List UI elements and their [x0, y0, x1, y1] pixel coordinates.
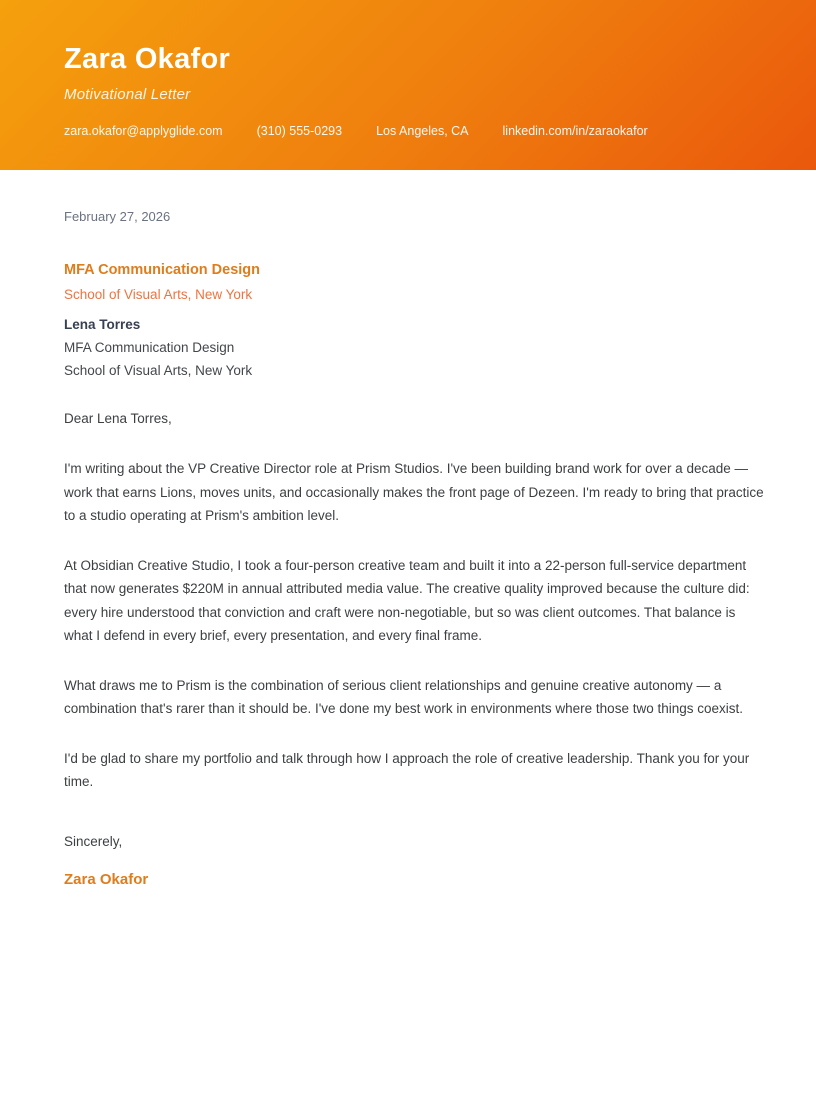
author-name: Zara Okafor [64, 43, 231, 75]
signature-name: Zara Okafor [64, 870, 149, 888]
paragraph-3: What draws me to Prism is the combination of serious client relationships and genuine creative autonomy — a combination that's rarer than it should be. I've done my best work in environments where those two things coexist. [64, 677, 744, 716]
contact-linkedin: linkedin.com/in/zaraokafor [502, 123, 648, 138]
contact-phone: (310) 555-0293 [256, 123, 343, 138]
recipient-school: School of Visual Arts, New York [64, 287, 253, 302]
closing: Sincerely, [64, 833, 123, 849]
paragraph-4: I'd be glad to share my portfolio and talk through how I approach the role of creative leadership. Thank you for your time. [64, 750, 750, 789]
recipient-line-program: MFA Communication Design [64, 340, 235, 355]
recipient-program: MFA Communication Design [64, 262, 261, 278]
letter-header [0, 0, 816, 170]
recipient-line-school: School of Visual Arts, New York [64, 363, 253, 378]
letter-body [0, 170, 816, 888]
contact-row [64, 124, 752, 138]
letter-date: February 27, 2026 [64, 209, 171, 224]
recipient-block [64, 262, 766, 378]
document-subtitle: Motivational Letter [64, 85, 191, 103]
contact-location: Los Angeles, CA [376, 123, 469, 138]
contact-email: zara.okafor@applyglide.com [64, 123, 223, 138]
paragraph-1: I'm writing about the VP Creative Director role at Prism Studios. I've been building brand work for over a decade — work that earns Lions, moves units, and occasionally makes the front page of Dezeen. I'm ready to bring that practice to a studio operating at Prism's ambition level. [64, 461, 764, 523]
salutation: Dear Lena Torres, [64, 411, 172, 426]
paragraph-2: At Obsidian Creative Studio, I took a four-person creative team and built it into a 22-person full-service department that now generates $220M in annual attributed media value. The creative quality improved because the culture did: every hire understood that conviction and craft were non-negotiable, but so was client outcomes. That balance is what I defend in every brief, every presentation, and every final frame. [64, 557, 750, 643]
recipient-contact-name: Lena Torres [64, 317, 141, 332]
